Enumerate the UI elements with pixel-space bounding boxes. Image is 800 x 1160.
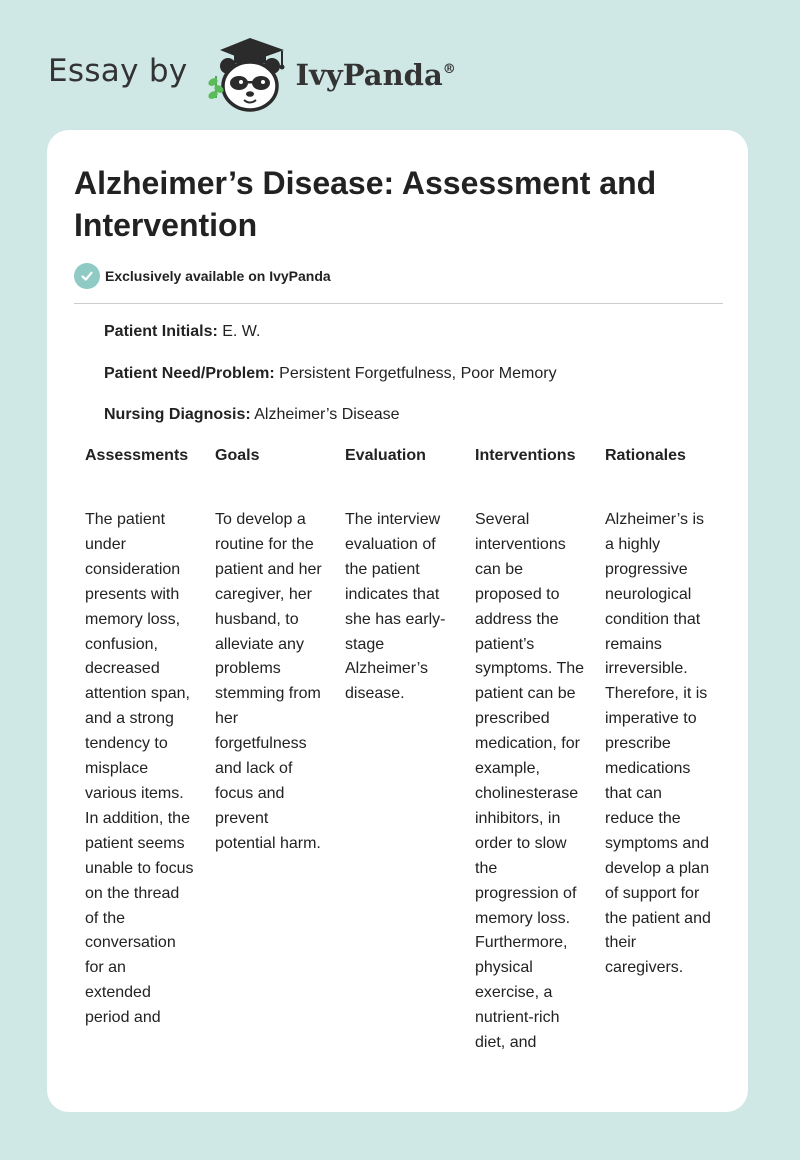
cell-assessments: The patient under consideration presents with memory loss, confusion, decreased attention span, and a strong tendency to misplace various items. In addition, the patient seems unable to focus on the thread of the conversation for an extended period and: [85, 511, 194, 1027]
cell-rationales: Alzheimer’s is a highly progressive neurological condition that remains irreversible. Therefore, it is imperative to prescribe medications that can reduce the symptoms and develop a plan of support for the patient and their caregivers.: [605, 511, 711, 977]
exclusive-badge: [74, 263, 331, 289]
cell-interventions: Several interventions can be proposed to address the patient’s symptoms. The patient can be prescribed medication, for example, cholinesterase inhibitors, in order to slow the progression of memory loss. Furthermore, physical exercise, a nutrient-rich diet, and: [475, 511, 585, 1052]
cell-evaluation: The interview evaluation of the patient indicates that she has early-stage Alzheimer’s disease.: [345, 511, 446, 703]
panda-logo-icon[interactable]: [204, 34, 292, 114]
nursing-diagnosis-label: Nursing Diagnosis:: [104, 406, 251, 423]
document-card: [47, 130, 748, 1112]
exclusive-label: Exclusively available on IvyPanda: [105, 268, 331, 284]
column-assessments: [85, 444, 195, 1027]
patient-initials-value: E. W.: [217, 323, 261, 340]
header-goals: Goals: [215, 447, 260, 464]
brand-name[interactable]: IvyPanda®: [295, 58, 456, 92]
header-evaluation: Evaluation: [345, 447, 426, 464]
brand-prefix: Essay by: [48, 53, 188, 89]
nursing-diagnosis-value: Alzheimer’s Disease: [250, 406, 400, 423]
column-evaluation: [345, 444, 455, 703]
column-rationales: [605, 444, 715, 977]
column-goals: [215, 444, 325, 852]
nursing-diagnosis: [104, 405, 400, 425]
divider: [74, 303, 723, 304]
patient-need: [104, 364, 557, 384]
patient-need-value: Persistent Forgetfulness, Poor Memory: [274, 365, 557, 382]
patient-need-label: Patient Need/Problem:: [104, 365, 275, 382]
header-interventions: Interventions: [475, 447, 576, 464]
document-title: Alzheimer’s Disease: Assessment and Intervention: [74, 165, 657, 243]
header-rationales: Rationales: [605, 447, 686, 464]
column-interventions: [475, 444, 585, 1052]
registered-mark: ®: [442, 62, 456, 77]
check-icon: [74, 263, 100, 289]
patient-initials-label: Patient Initials:: [104, 323, 218, 340]
patient-initials: [104, 322, 260, 342]
cell-goals: To develop a routine for the patient and her caregiver, her husband, to alleviate any problems stemming from her forgetfulness and lack of focus and prevent potential harm.: [215, 511, 322, 852]
brand-header: [48, 34, 456, 114]
header-assessments: Assessments: [85, 447, 189, 464]
